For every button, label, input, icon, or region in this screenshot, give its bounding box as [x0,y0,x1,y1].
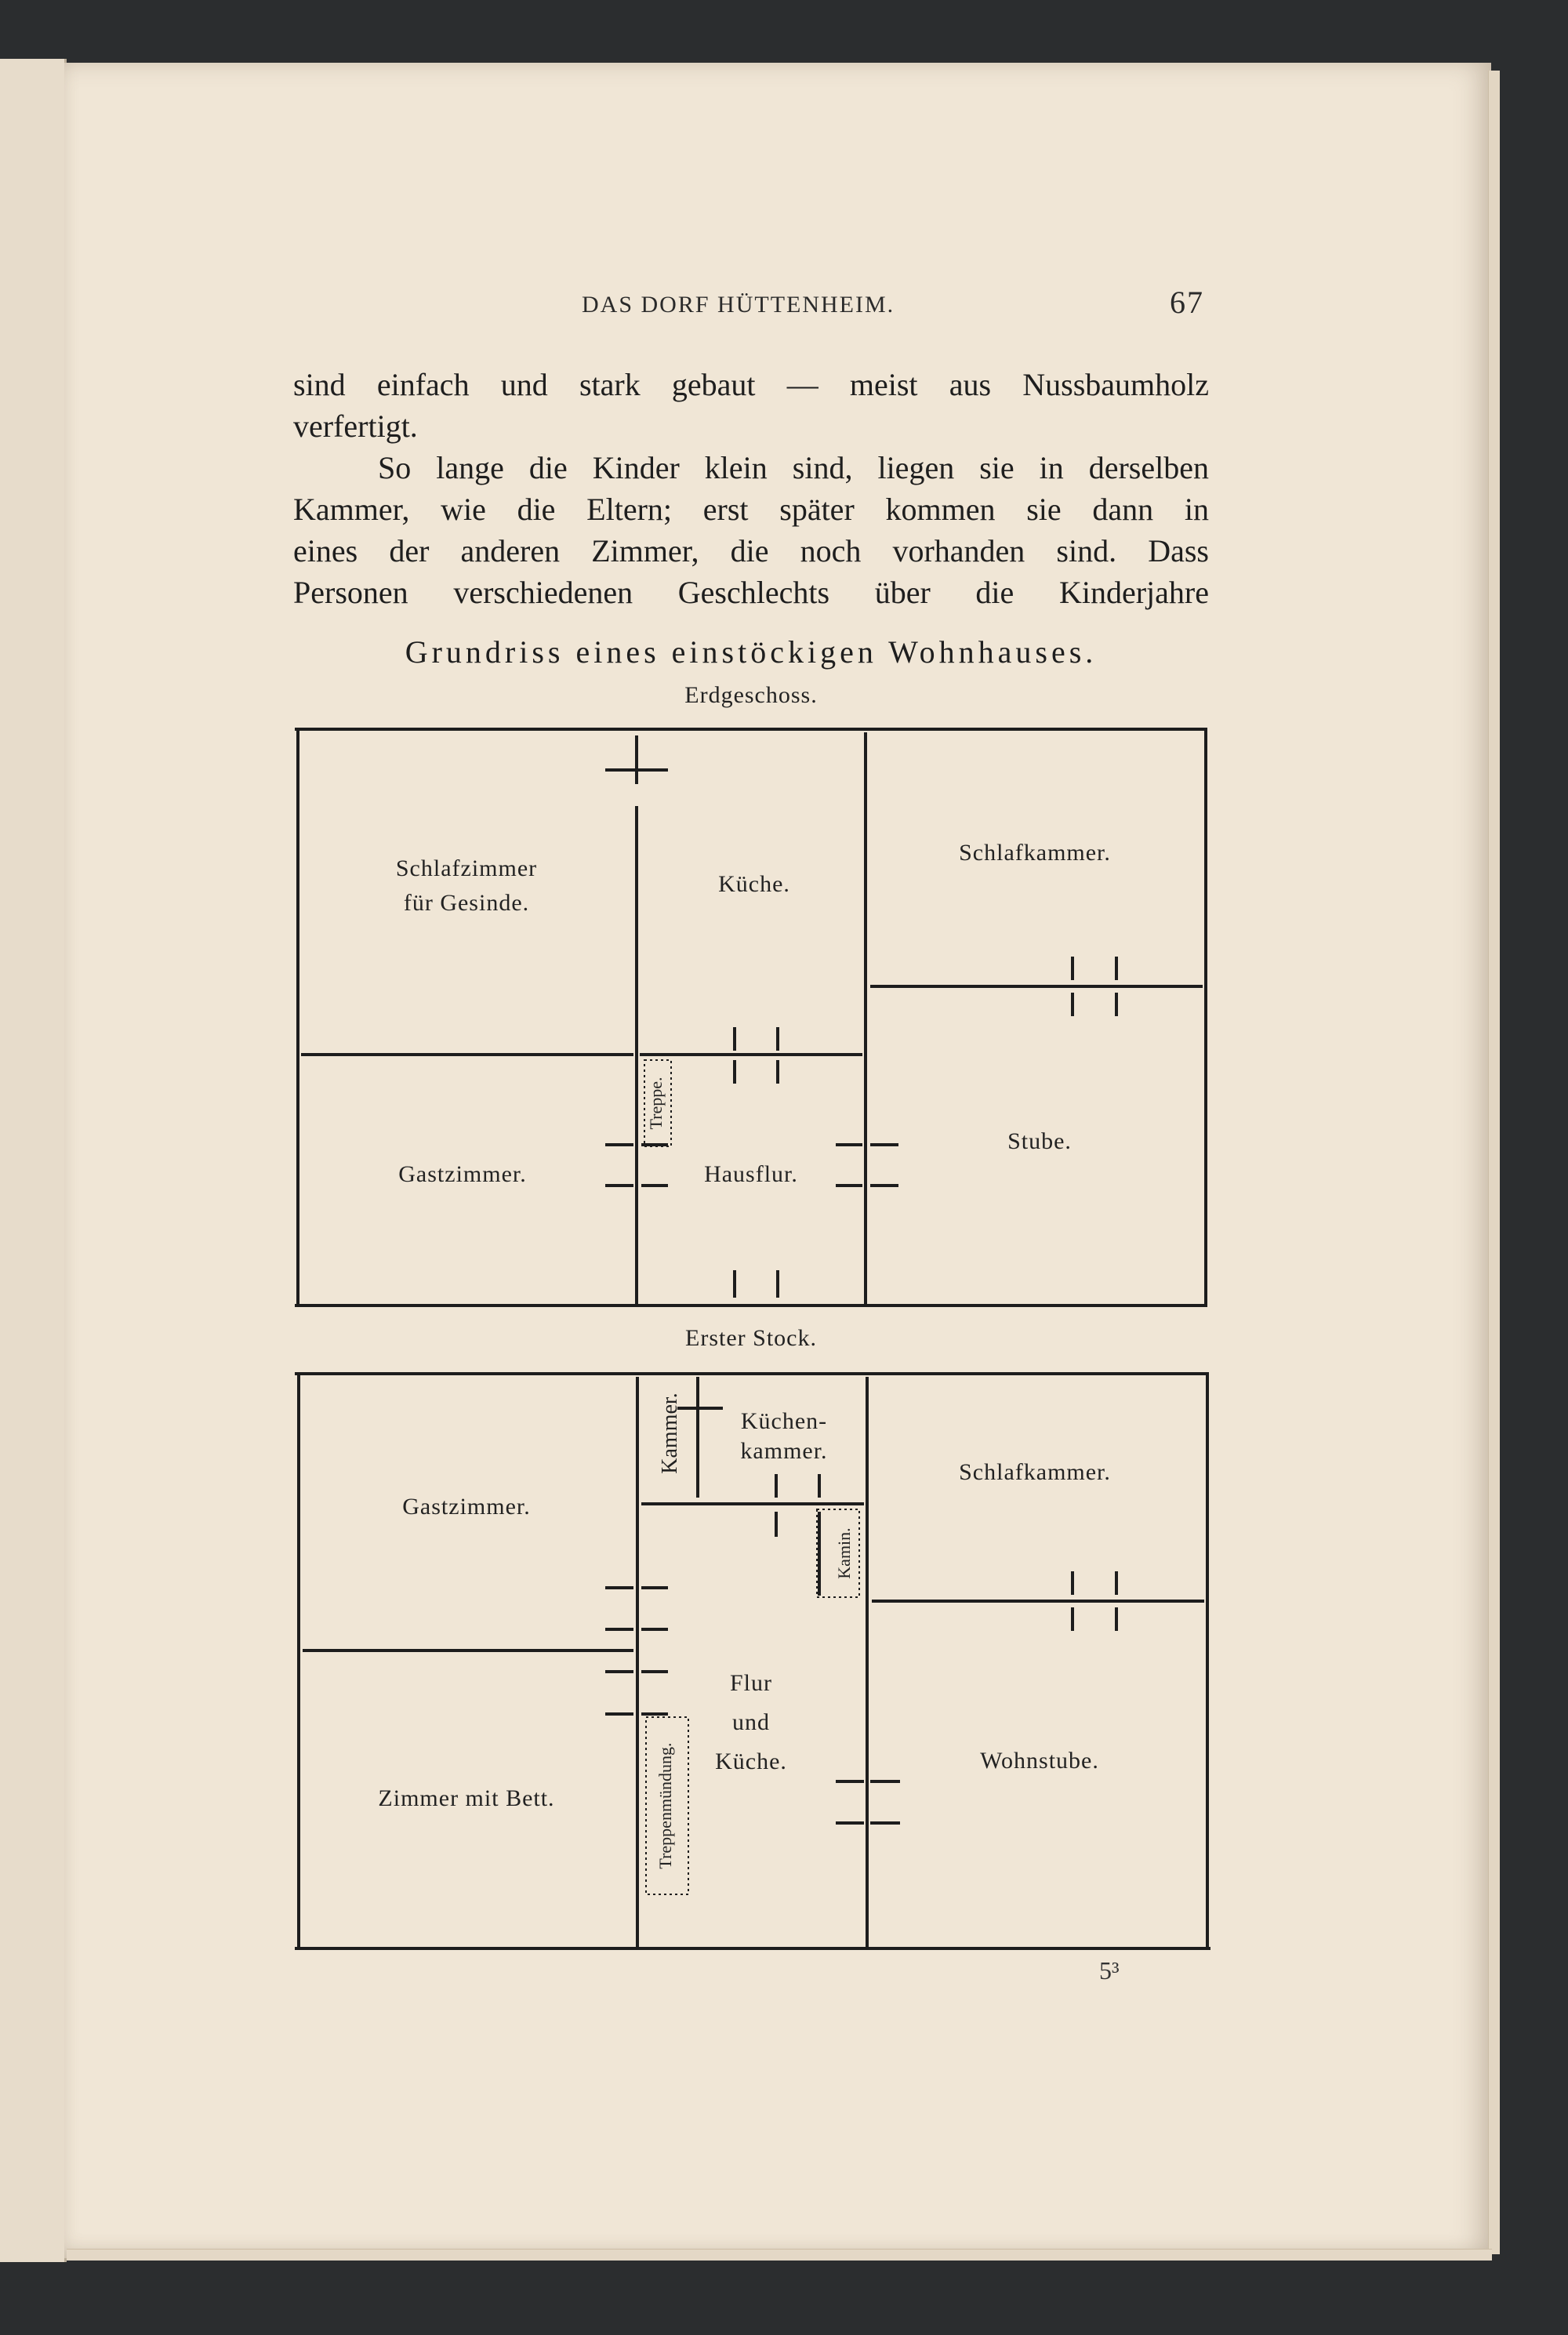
room-label-kamin: Kamin. [834,1527,854,1579]
room-label-wohnstube: Wohnstube. [980,1748,1099,1774]
room-label-line: Flur [729,1670,772,1696]
body-line: So lange die Kinder klein sind, liegen sie in derselben [378,450,1209,485]
body-line: sind einfach und stark gebaut — meist aus Nussbaumholz [293,367,1209,402]
room-label-gastzimmer: Gastzimmer. [398,1161,527,1187]
room-label-kuechenkammer [721,1407,847,1466]
room-label-treppenmuendung: Treppenmündung. [655,1742,675,1869]
figure-title: Grundriss eines einstöckigen Wohnhauses. [405,634,1098,670]
room-label-line: kammer. [740,1438,828,1464]
running-title: DAS DORF HÜTTENHEIM. [582,292,895,318]
signature-mark: 5³ [1099,1956,1120,1985]
ground-floor-label: Erdgeschoss. [684,682,818,708]
room-label-schlafkammer: Schlafkammer. [959,840,1111,866]
page-number: 67 [1170,285,1204,320]
room-label-schlafzimmer [337,852,596,921]
first-floor-label: Erster Stock. [685,1325,817,1351]
body-line: Personen verschiedenen Geschlechts über die Kinderjahre [293,575,1209,610]
room-label-schlafkammer-upper: Schlafkammer. [959,1459,1111,1485]
room-label-kammer: Kammer. [658,1393,682,1474]
room-label-treppe: Treppe. [646,1077,666,1130]
room-label-flur-und-kueche [704,1664,798,1781]
room-label-gastzimmer-upper: Gastzimmer. [402,1494,531,1520]
room-label-line: Küchen- [740,1408,828,1434]
room-label-hausflur: Hausflur. [704,1161,798,1187]
room-label-line: für Gesinde. [403,890,530,916]
body-line: Kammer, wie die Eltern; erst später kommen sie dann in [293,492,1209,527]
body-line: verfertigt. [293,409,418,444]
room-label-line: und [732,1709,770,1735]
room-label-line: Schlafzimmer [395,855,538,881]
body-line: eines der anderen Zimmer, die noch vorhanden sind. Dass [293,533,1209,568]
room-label-line: Küche. [715,1749,787,1774]
room-label-kueche: Küche. [718,871,790,897]
room-label-stube: Stube. [1007,1128,1072,1154]
room-label-zimmer-mit-bett: Zimmer mit Bett. [378,1785,555,1811]
